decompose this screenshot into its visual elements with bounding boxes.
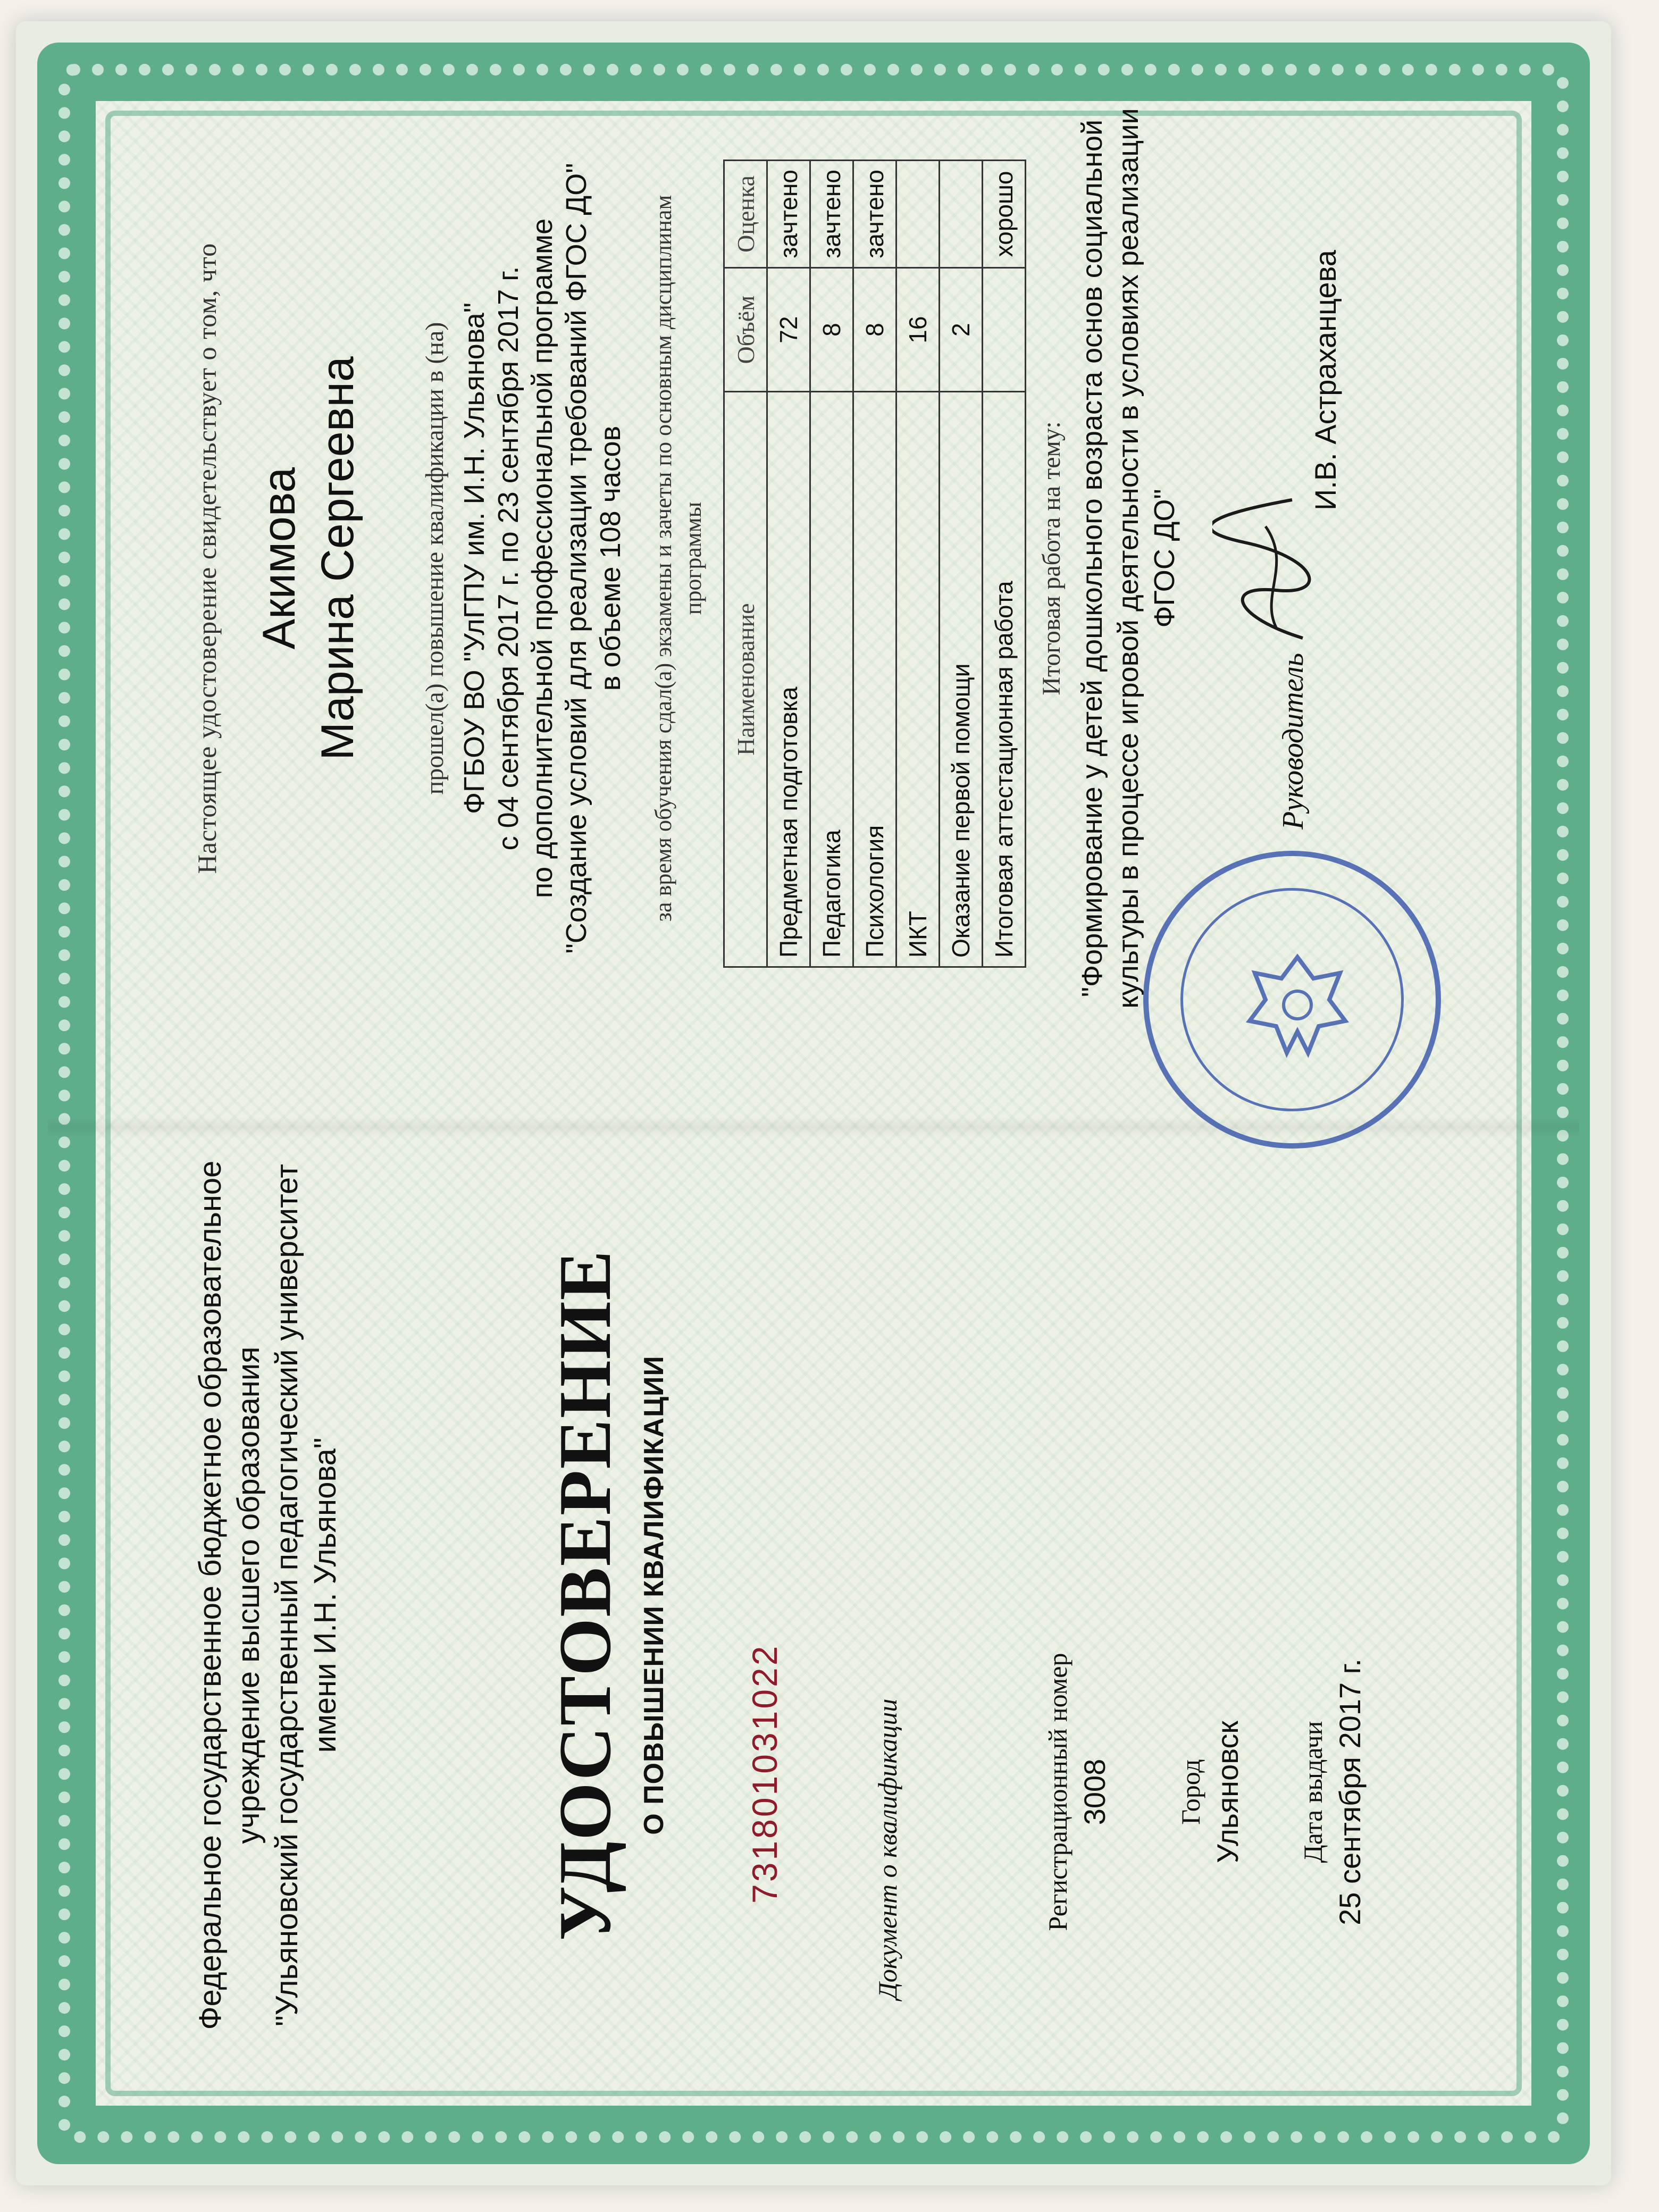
table-row (853, 161, 896, 967)
program-line: по дополнительной профессиональной программе (526, 218, 558, 899)
table-row (810, 161, 853, 967)
subject-name: Педагогика (810, 392, 853, 967)
subject-name: Предметная подготовка (767, 392, 810, 967)
program-line: в объеме 108 часов (594, 425, 626, 691)
holder-given-names: Марина Сергеевна (312, 356, 363, 760)
holder-name (250, 106, 367, 1010)
intro-text: Настоящее удостоверение свидетельствует о том, что (192, 242, 222, 874)
subject-grade: хорошо (983, 161, 1026, 268)
subject-name: Итоговая аттестационная работа (983, 392, 1026, 967)
subject-volume: 8 (810, 267, 853, 392)
head-label: Руководитель (1277, 652, 1310, 830)
grades-table (723, 160, 1026, 968)
institution-line: "Ульяновский государственный педагогический университет (270, 1164, 304, 2026)
cover-page (170, 1095, 1531, 2063)
exams-text (649, 106, 708, 1010)
final-work-topic (1074, 106, 1183, 1010)
subject-grade: зачтено (810, 161, 853, 268)
serial-number: 731801031022 (745, 1644, 784, 1904)
header-grade: Оценка (724, 161, 767, 268)
city-block (1175, 1606, 1245, 1978)
document-subtitle: О ПОВЫШЕНИИ КВАЛИФИКАЦИИ (639, 1355, 669, 1835)
exams-line: программы (680, 501, 706, 615)
issue-date-value: 25 сентября 2017 г. (1333, 1658, 1367, 1925)
signature-icon (1212, 489, 1329, 649)
institution-line: учреждение высшего образования (231, 1346, 266, 1844)
exams-line: за время обучения сдал(а) экзамены и зачеты по основным дисциплинам (650, 195, 676, 922)
subject-volume: 2 (940, 267, 983, 392)
holder-surname: Акимова (254, 467, 305, 650)
issue-date-block (1297, 1606, 1367, 1978)
registration-value: 3008 (1078, 1758, 1111, 1825)
table-row (896, 161, 940, 967)
issue-date-label: Дата выдачи (1298, 1721, 1328, 1863)
institution-line: Федеральное государственное бюджетное образовательное (193, 1160, 228, 2030)
subject-name: Оказание первой помощи (940, 392, 983, 967)
final-work-line: культуры в процессе игровой деятельности в условиях реализации (1112, 108, 1144, 1009)
document-title: УДОСТОВЕРЕНИЕ (544, 1250, 626, 1941)
subject-volume: 8 (853, 267, 896, 392)
subject-volume: 16 (896, 267, 940, 392)
city-value: Ульяновск (1211, 1721, 1244, 1863)
document-kind: Документ о квалификации (873, 1698, 902, 1999)
program-line: "Создание условий для реализации требований ФГОС ДО" (560, 163, 592, 954)
coat-of-arms-icon (1239, 946, 1356, 1063)
subject-grade: зачтено (853, 161, 896, 268)
program-line: ФГБОУ ВО "УлГПУ им. И.Н. Ульянова" (458, 302, 490, 815)
table-row (983, 161, 1026, 967)
registration-label: Регистрационный номер (1043, 1653, 1073, 1931)
subject-grade (940, 161, 983, 268)
subject-grade (896, 161, 940, 268)
table-header-row (724, 161, 767, 967)
header-name: Наименование (724, 392, 767, 967)
header-volume: Объём (724, 267, 767, 392)
head-name: И.В. Астраханцева (1309, 250, 1342, 510)
final-work-line: ФГОС ДО" (1149, 489, 1180, 628)
registration-block (1042, 1606, 1112, 1978)
program-details (457, 106, 627, 1010)
final-work-label: Итоговая работа на тему: (1037, 421, 1066, 696)
subject-name: Психология (853, 392, 896, 967)
table-row (767, 161, 810, 967)
institution-name (191, 1159, 345, 2031)
program-line: с 04 сентября 2017 г. по 23 сентября 2017 г. (492, 266, 524, 851)
city-label: Город (1176, 1759, 1205, 1825)
passed-text: прошел(а) повышение квалификации в (на) (421, 322, 449, 795)
final-work-line: "Формирование у детей дошкольного возраста основ социальной (1076, 119, 1108, 998)
institution-line: имени И.Н. Ульянова" (308, 1437, 342, 1753)
subject-name: ИКТ (896, 392, 940, 967)
official-stamp (1143, 851, 1441, 1149)
subject-grade: зачтено (767, 161, 810, 268)
table-row (940, 161, 983, 967)
subject-volume (983, 267, 1026, 392)
subject-volume: 72 (767, 267, 810, 392)
